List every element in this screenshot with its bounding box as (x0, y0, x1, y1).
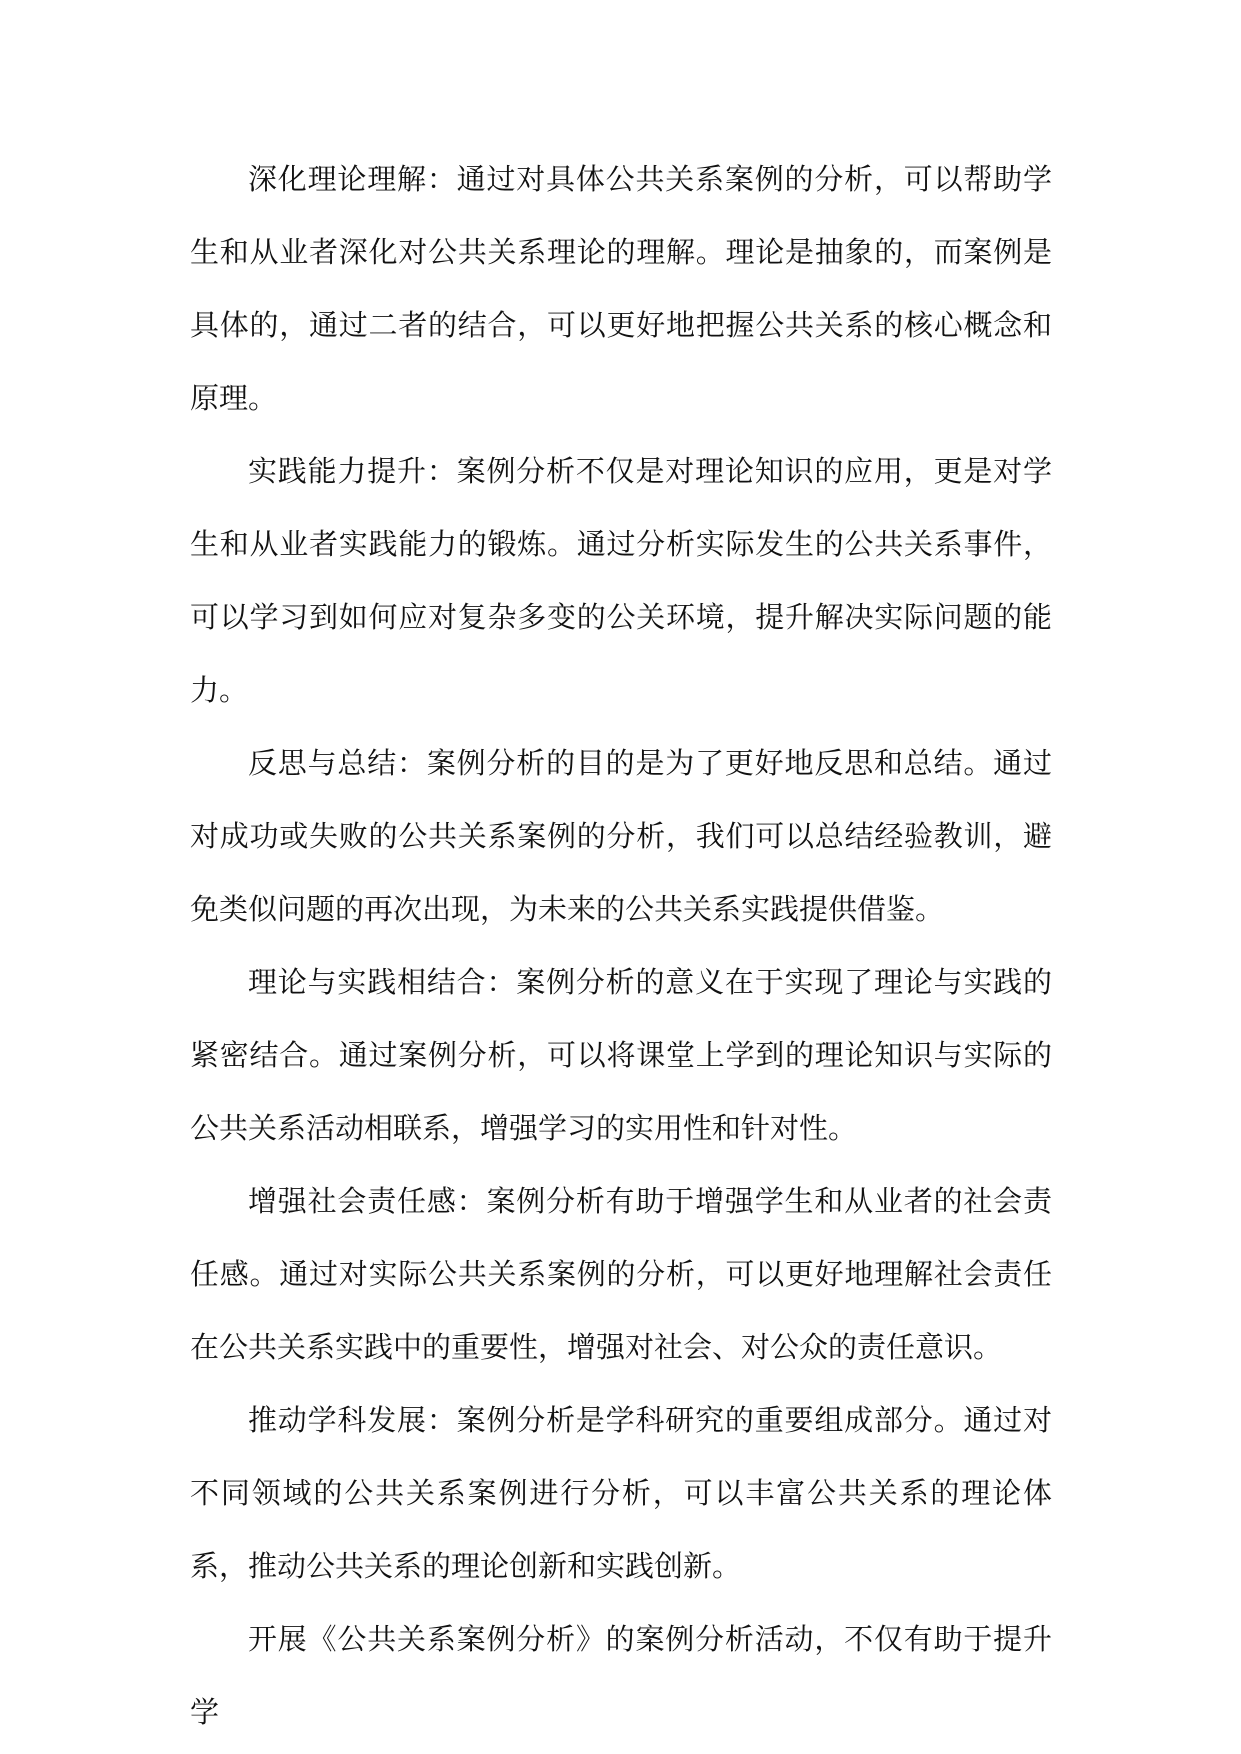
paragraph-social-responsibility: 增强社会责任感：案例分析有助于增强学生和从业者的社会责任感。通过对实际公共关系案例的分析，可以更好地理解社会责任在公共关系实践中的重要性，增强对社会、对公众的责任意识。 (190, 1184, 1052, 1364)
paragraph-practice-ability: 实践能力提升：案例分析不仅是对理论知识的应用，更是对学生和从业者实践能力的锻炼。通过分析实际发生的公共关系事件，可以学习到如何应对复杂多变的公关环境，提升解决实际问题的能力。 (190, 454, 1052, 707)
paragraph-reflection-summary: 反思与总结：案例分析的目的是为了更好地反思和总结。通过对成功或失败的公共关系案例的分析，我们可以总结经验教训，避免类似问题的再次出现，为未来的公共关系实践提供借鉴。 (190, 746, 1052, 926)
paragraph-deepen-theory: 深化理论理解：通过对具体公共关系案例的分析，可以帮助学生和从业者深化对公共关系理论的理解。理论是抽象的，而案例是具体的，通过二者的结合，可以更好地把握公共关系的核心概念和原理。 (190, 162, 1052, 415)
paragraph-case-activity: 开展《公共关系案例分析》的案例分析活动，不仅有助于提升学 (190, 1622, 1052, 1729)
paragraph-discipline-development: 推动学科发展：案例分析是学科研究的重要组成部分。通过对不同领域的公共关系案例进行分析，可以丰富公共关系的理论体系，推动公共关系的理论创新和实践创新。 (190, 1403, 1052, 1583)
paragraph-theory-practice: 理论与实践相结合：案例分析的意义在于实现了理论与实践的紧密结合。通过案例分析，可以将课堂上学到的理论知识与实际的公共关系活动相联系，增强学习的实用性和针对性。 (190, 965, 1052, 1145)
document-body (190, 143, 1052, 1749)
